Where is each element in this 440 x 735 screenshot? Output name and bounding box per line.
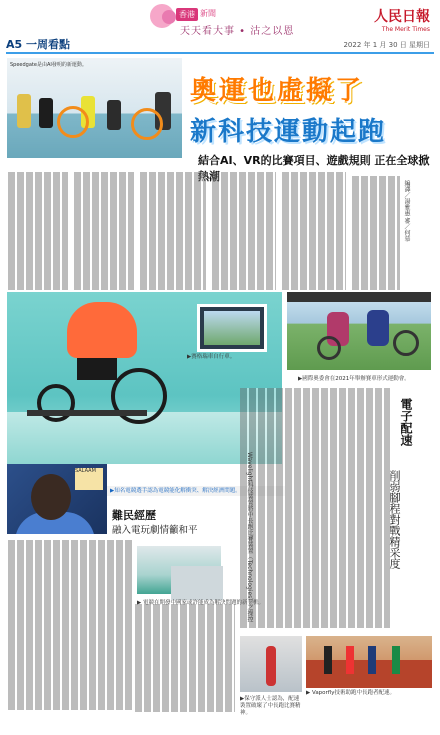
hoop-icon (57, 106, 89, 138)
text-column (212, 172, 276, 290)
runner-figure (368, 646, 376, 674)
race-track-photo (306, 636, 432, 688)
cyclist-shorts (77, 358, 117, 380)
text-column (140, 172, 206, 290)
profile-text-columns (8, 540, 133, 710)
logo-subtitle: The Merit Times (381, 26, 430, 33)
masthead (0, 0, 440, 51)
profile-title: 難民經歷 (112, 509, 156, 522)
text-column (282, 172, 346, 290)
headline-subline: 結合AI、VR的比賽項目、遊戲規則 正在全球掀熱潮 (198, 154, 430, 183)
logo-text: 人民日報 (374, 9, 430, 25)
rider-figure (367, 310, 389, 346)
runner-figure (346, 646, 354, 674)
monitor-icon (197, 304, 267, 352)
monitor-screen (204, 311, 260, 345)
cyclist-figure (67, 302, 137, 358)
esports-note: Wavelight科技裝置將中長跑比賽裝置（Technologies）之操控 (246, 452, 253, 623)
profile-subtitle: 融入電玩劇情籲和平 (112, 525, 198, 536)
byline: 編譯／湯雅惠 審／何慕 (403, 180, 410, 242)
text-column-right (352, 176, 400, 290)
text-column (74, 172, 134, 290)
top-photo-caption: Speedgate是由AI發明的新運動。 (10, 62, 87, 68)
hoop-icon (131, 108, 163, 140)
runner-figure (266, 646, 276, 686)
esports-subtitle: 削弱腳程對戰精采度 (388, 470, 401, 569)
sakura-icon-small (162, 10, 176, 24)
esports-text-columns (240, 388, 390, 628)
text-column (8, 172, 68, 290)
publication-logo (374, 6, 430, 33)
runner-photo (240, 636, 302, 692)
trainer-wheel-icon (37, 384, 75, 422)
foot-caption-1: ▶保守派人士認為，配速裝置破壞了中長跑比賽精神。 (240, 696, 301, 716)
salaam-poster (75, 468, 103, 490)
masthead-subtag: 新聞 (200, 9, 216, 18)
small-photo-caption: ▶ 電競在開發中國家或許能成為解決問題的新契機。 (137, 600, 264, 606)
player-figure (107, 100, 121, 130)
foot-caption-2: ▶ Vaporfly技術助跑中長跑者配速。 (306, 690, 396, 696)
gaming-setup-photo (171, 566, 223, 600)
headline-line2: 新科技運動起跑 (190, 117, 387, 147)
profile-text-columns-2 (135, 604, 235, 712)
profile-caption: ▶知名電競選手認為電競能化解衝突、解決經濟問題。 (107, 486, 285, 496)
polo-caption: ▶國際奧委會在2021年舉辦賽車形式運動會。 (298, 376, 410, 382)
runner-figure (324, 646, 332, 674)
issue-date: 2022 年 1 月 30 日 星期日 (343, 41, 430, 49)
player-figure (39, 98, 53, 128)
stadium-banner (287, 292, 431, 302)
bike-caption: ▶賽格瑞車自行車。 (187, 354, 236, 360)
athlete-face (31, 474, 71, 520)
section-label: A5 一周看點 (6, 38, 70, 51)
masthead-motto: 天天看大事 • 沽之以恩 (180, 26, 295, 37)
poster-text: SALAAM (75, 468, 96, 474)
trainer-base (27, 410, 147, 416)
wheel-icon (317, 336, 341, 360)
wheel-icon (393, 330, 419, 356)
esports-title: 電子配速 (399, 398, 413, 446)
player-figure (17, 94, 31, 128)
headline-block (190, 70, 430, 148)
virtual-polo-photo (287, 292, 431, 370)
masthead-tag: 香港 (176, 8, 198, 21)
headline-line1: 奧運也虛擬了 (190, 76, 365, 106)
runner-figure (392, 646, 400, 674)
athlete-portrait (7, 464, 107, 534)
header-rule (6, 52, 434, 54)
speedgate-photo (7, 58, 182, 158)
article-text-columns (8, 172, 348, 290)
